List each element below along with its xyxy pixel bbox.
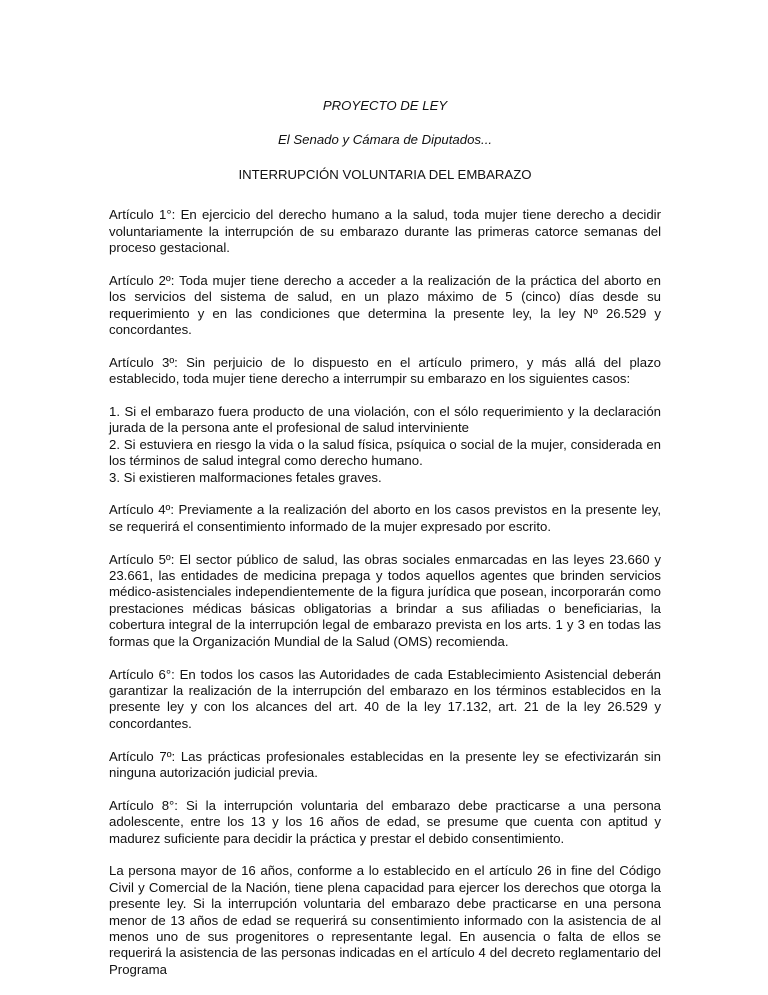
document-title: PROYECTO DE LEY [322,98,448,113]
article-1-paragraph: Artículo 1°: En ejercicio del derecho humano a la salud, toda mujer tiene derecho a decidir voluntariamente la interrupción de su embarazo durante las primeras catorce semanas del proceso gestacional. [109,207,661,256]
continuation-paragraph: La persona mayor de 16 años, conforme a lo establecido en el artículo 26 in fine del Código Civil y Comercial de la Nación, tiene plena capacidad para ejercer los derechos que otorga la presente ley. Si la interrupción voluntaria del embarazo debe practicarse en una persona menor de 13 años de edad se requerirá su consentimiento informado con la asistencia de al menos uno de sus progenitores o representante legal. En ausencia o falta de ellos se requerirá la asistencia de las personas indicadas en el artículo 4 del decreto reglamentario del Programa [109,863,661,977]
list-item: 1. Si el embarazo fuera producto de una violación, con el sólo requerimiento y la declaración jurada de la persona ante el profesional de salud interviniente [109,404,661,436]
article-3-cases-list [109,404,661,486]
article-7-paragraph: Artículo 7º: Las prácticas profesionales establecidas en la presente ley se efectivizarán sin ninguna autorización judicial previa. [109,748,661,780]
document-heading: INTERRUPCIÓN VOLUNTARIA DEL EMBARAZO [238,166,532,182]
article-5-paragraph: Artículo 5º: El sector público de salud, las obras sociales enmarcadas en las leyes 23.660 y 23.661, las entidades de medicina prepaga y todos aquellos agentes que brinden servicios médico-asistenciales independientemente de la figura jurídica que posean, incorporarán como prestaciones médicas básicas obligatorias a brindar a sus afiliadas o beneficiarias, la cobertura integral de la interrupción legal de embarazo prevista en los arts. 1 y 3 en todas las formas que la Organización Mundial de la Salud (OMS) recomienda. [109,551,661,649]
article-2-paragraph: Artículo 2º: Toda mujer tiene derecho a acceder a la realización de la práctica del aborto en los servicios del sistema de salud, en un plazo máximo de 5 (cinco) días desde su requerimiento y en las condiciones que determina la presente ley, la ley Nº 26.529 y concordantes. [109,272,661,338]
article-6-paragraph: Artículo 6°: En todos los casos las Autoridades de cada Establecimiento Asistencial deberán garantizar la realización de la interrupción del embarazo en los términos establecidos en la presente ley y con los alcances del art. 40 de la ley 17.132, art. 21 de la ley 26.529 y concordantes. [109,666,661,731]
article-3-paragraph: Artículo 3º: Sin perjuicio de lo dispuesto en el artículo primero, y más allá del plazo establecido, toda mujer tiene derecho a interrumpir su embarazo en los siguientes casos: [109,354,661,387]
list-item: 3. Si existieren malformaciones fetales graves. [109,469,382,485]
document-subtitle: El Senado y Cámara de Diputados... [277,132,493,148]
article-4-paragraph: Artículo 4º: Previamente a la realización del aborto en los casos previstos en la presente ley, se requerirá el consentimiento informado de la mujer expresado por escrito. [109,502,661,534]
document-body [109,98,661,995]
list-item: 2. Si estuviera en riesgo la vida o la salud física, psíquica o social de la mujer, considerada en los términos de salud integral como derecho humano. [109,436,661,469]
article-8-paragraph: Artículo 8°: Si la interrupción voluntaria del embarazo debe practicarse a una persona adolescente, entre los 13 y los 16 años de edad, se presume que cuenta con aptitud y madurez suficiente para decidir la práctica y prestar el debido consentimiento. [109,797,661,846]
